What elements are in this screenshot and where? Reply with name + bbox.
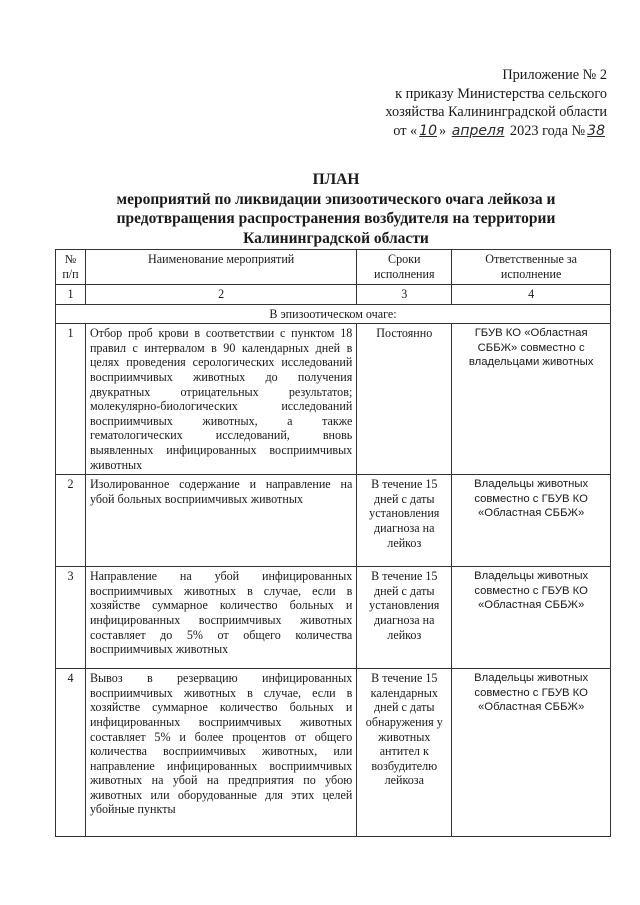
document-title bbox=[60, 170, 612, 248]
title-line-3: предотвращения распространения возбудителя на территории bbox=[116, 210, 556, 227]
date-prefix: от « bbox=[393, 122, 418, 139]
title-line-2: мероприятий по ликвидации эпизоотического очага лейкоза и bbox=[116, 190, 556, 208]
row-action: Изолированное содержание и направление на убой больных восприимчивых животных bbox=[85, 475, 356, 567]
row-number: 2 bbox=[56, 475, 86, 567]
row-term: В течение 15 дней с даты установления диагноза на лейкоз bbox=[357, 475, 452, 567]
header-action: Наименование мероприятий bbox=[85, 250, 356, 285]
table-row bbox=[56, 324, 611, 475]
table-row bbox=[56, 475, 611, 567]
row-term: Постоянно bbox=[357, 324, 452, 475]
handwritten-month: апреля bbox=[451, 122, 505, 139]
row-number: 4 bbox=[56, 669, 86, 837]
column-number: 1 bbox=[56, 285, 86, 305]
row-number: 1 bbox=[56, 324, 86, 475]
column-number: 3 bbox=[357, 285, 452, 305]
column-number: 4 bbox=[452, 285, 611, 305]
row-responsible: Владельцы животных совместно с ГБУВ КО «Областная СББЖ» bbox=[452, 669, 611, 837]
section-title: В эпизоотическом очаге: bbox=[56, 304, 611, 324]
row-term: В течение 15 дней с даты установления диагноза на лейкоз bbox=[357, 567, 452, 669]
appendix-title: Приложение № 2 bbox=[502, 67, 607, 83]
date-mid: » bbox=[439, 122, 447, 139]
title-plan: ПЛАН bbox=[312, 171, 360, 188]
row-action: Направление на убой инфицированных восприимчивых животных в случае, если в хозяйстве суммарное количество больных и инфицированных восприимчивых животных составляет до 5% от общего количества восприимчивых животных bbox=[85, 567, 356, 669]
column-number-row bbox=[56, 285, 611, 305]
header-term: Сроки исполнения bbox=[357, 250, 452, 285]
row-action: Вывоз в резервацию инфицированных восприимчивых животных в случае, если в хозяйстве суммарное количество больных и инфицированных восприимчивых животных составляет 5% и более процентов от общего количества восприимчивых животных, или направление инфицированных восприимчивых животных на убой на предприятия по убою животных или оборудованные для этих целей убойные пункты bbox=[85, 669, 356, 837]
row-responsible: ГБУВ КО «Областная СББЖ» совместно с владельцами животных bbox=[452, 324, 611, 475]
appendix-order-line: к приказу Министерства сельского bbox=[395, 85, 607, 102]
section-row bbox=[56, 304, 611, 324]
appendix-date-line bbox=[307, 122, 607, 141]
row-action: Отбор проб крови в соответствии с пунктом 18 правил с интервалом в 90 календарных дней в целях проведения серологических исследований восприимчивых животных до получения двукратных отрицательных результатов; молекулярно-биологических исследований восприимчивых животных, а также гематологических исследований, вновь выявленных инфицированных восприимчивых животных bbox=[85, 324, 356, 475]
row-responsible: Владельцы животных совместно с ГБУВ КО «Областная СББЖ» bbox=[452, 567, 611, 669]
column-number: 2 bbox=[85, 285, 356, 305]
date-suffix: 2023 года № bbox=[509, 122, 586, 139]
appendix-ministry-line: хозяйства Калининградской области bbox=[385, 104, 607, 120]
header-number: № п/п bbox=[56, 250, 86, 285]
plan-table bbox=[55, 249, 611, 837]
row-term: В течение 15 календарных дней с даты обнаружения у животных антител к возбудителю лейкоза bbox=[357, 669, 452, 837]
handwritten-number: 38 bbox=[587, 122, 605, 139]
table-row bbox=[56, 567, 611, 669]
handwritten-day: 10 bbox=[419, 122, 437, 139]
table-header-row bbox=[56, 250, 611, 285]
appendix-block bbox=[307, 66, 607, 140]
table-row bbox=[56, 669, 611, 837]
title-line-4: Калининградской области bbox=[243, 229, 429, 247]
row-number: 3 bbox=[56, 567, 86, 669]
row-responsible: Владельцы животных совместно с ГБУВ КО «Областная СББЖ» bbox=[452, 475, 611, 567]
header-responsible: Ответственные за исполнение bbox=[452, 250, 611, 285]
